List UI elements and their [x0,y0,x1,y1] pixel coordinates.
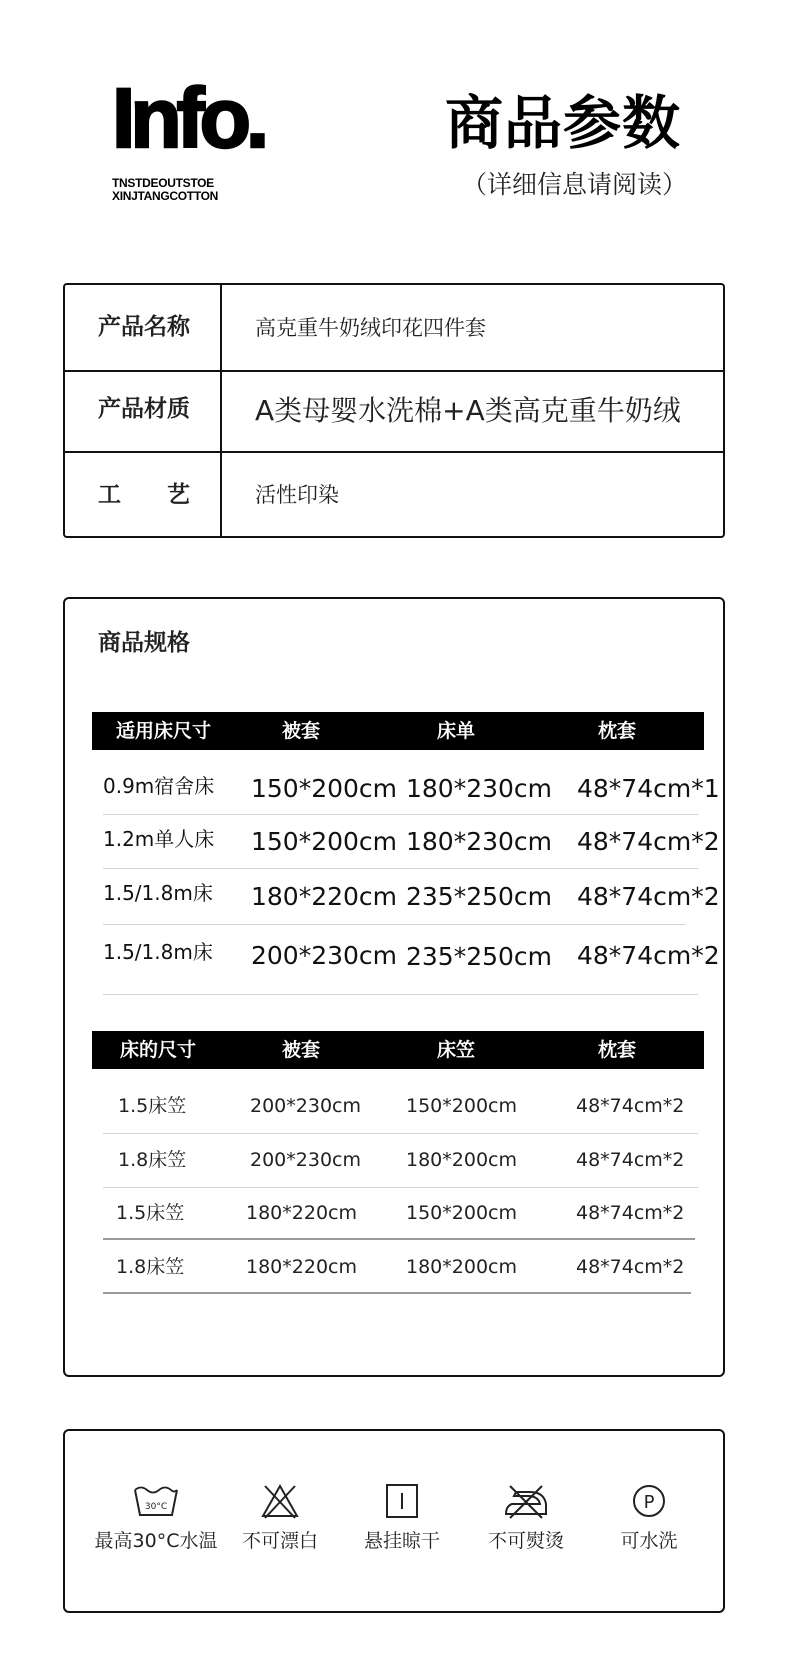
table-row-divider [103,868,698,869]
table2-cell: 1.5床笠 [116,1202,185,1224]
wash-30-icon [132,1482,180,1520]
table2-cell: 200*230cm [250,1149,361,1171]
table1-cell: 1.5/1.8m床 [103,881,213,905]
table2-header-pillow: 枕套 [598,1039,637,1061]
hang-dry-icon [380,1482,424,1520]
table2-cell: 48*74cm*2 [576,1256,685,1278]
care-item-no-bleach [216,1482,344,1551]
table-row-divider [103,924,686,925]
table-row-divider [103,1187,698,1188]
table-row-divider [103,994,698,995]
table1-cell: 48*74cm*2 [577,882,720,911]
info-label-name: 产品名称 [98,314,190,340]
table1-cell: 48*74cm*2 [577,827,720,856]
table2-header-size: 床的尺寸 [120,1039,197,1061]
table1-cell: 48*74cm*2 [577,941,720,970]
table-row-divider [103,1133,698,1134]
table1-cell: 180*230cm [406,827,553,856]
page-subtitle: （详细信息请阅读） [462,170,688,199]
info-table-rule [63,370,725,372]
no-bleach-icon [258,1482,302,1520]
info-label-process: 工 艺 [98,482,190,508]
wash-temp-text: 30°C [144,1502,168,1512]
logo-tagline-2: XINJTANGCOTTON [112,189,219,203]
table2-cell: 1.8床笠 [116,1256,185,1278]
care-label-wash: 最高30°C水温 [94,1530,218,1552]
table2-cell: 200*230cm [250,1095,361,1117]
care-item-no-iron [462,1482,590,1551]
info-value-process: 活性印染 [255,483,339,507]
info-value-name: 高克重牛奶绒印花四件套 [255,316,486,340]
table-row-divider [103,1238,695,1240]
table1-cell: 180*220cm [251,882,398,911]
table2-cell: 48*74cm*2 [576,1202,685,1224]
table2-cell: 1.8床笠 [118,1149,187,1171]
table1-cell: 150*200cm [251,774,398,803]
table1-header-sheet: 床单 [437,720,476,742]
care-item-hang-dry [338,1482,466,1551]
wet-clean-letter: P [643,1492,655,1513]
info-value-material: A类母婴水洗棉+A类高克重牛奶绒 [255,394,681,427]
table2-cell: 180*220cm [246,1256,357,1278]
table1-cell: 200*230cm [251,941,398,970]
table1-header-size: 适用床尺寸 [116,720,212,742]
care-label-no-bleach: 不可漂白 [241,1530,318,1552]
table1-header-duvet: 被套 [282,720,321,742]
table1-cell: 180*230cm [406,774,553,803]
info-table-divider [220,283,222,538]
care-label-hang-dry: 悬挂晾干 [363,1530,440,1552]
care-label-wet-clean: 可水洗 [620,1530,678,1552]
spec-title: 商品规格 [98,630,190,656]
table2-cell: 180*220cm [246,1202,357,1224]
logo-wordmark: Info. [112,71,265,165]
table2-header-fitted: 床笠 [437,1039,476,1061]
table-row-divider [103,1292,691,1294]
table1-cell: 0.9m宿舍床 [103,774,215,798]
table2-cell: 180*200cm [406,1256,517,1278]
table1-header-pillow: 枕套 [598,720,637,742]
table1-cell: 1.5/1.8m床 [103,940,213,964]
table-row-divider [103,814,698,815]
table1-cell: 235*250cm [406,942,553,971]
no-iron-icon [502,1482,550,1520]
table2-cell: 150*200cm [406,1095,517,1117]
table2-cell: 1.5床笠 [118,1095,187,1117]
table2-cell: 48*74cm*2 [576,1149,685,1171]
table1-cell: 235*250cm [406,882,553,911]
table1-cell: 1.2m单人床 [103,827,215,851]
table2-cell: 180*200cm [406,1149,517,1171]
care-item-wet-clean [585,1482,713,1551]
table1-cell: 48*74cm*1 [577,774,720,803]
care-label-no-iron: 不可熨烫 [487,1530,564,1552]
care-item-wash [92,1482,220,1551]
table2-cell: 48*74cm*2 [576,1095,685,1117]
page-title: 商品参数 [445,89,682,157]
table1-cell: 150*200cm [251,827,398,856]
logo-tagline-1: TNSTDEOUTSTOE [112,176,214,190]
info-table-rule [63,451,725,453]
table2-header-duvet: 被套 [282,1039,321,1061]
info-label-material: 产品材质 [98,396,190,422]
table2-cell: 150*200cm [406,1202,517,1224]
wet-clean-icon [627,1482,671,1520]
